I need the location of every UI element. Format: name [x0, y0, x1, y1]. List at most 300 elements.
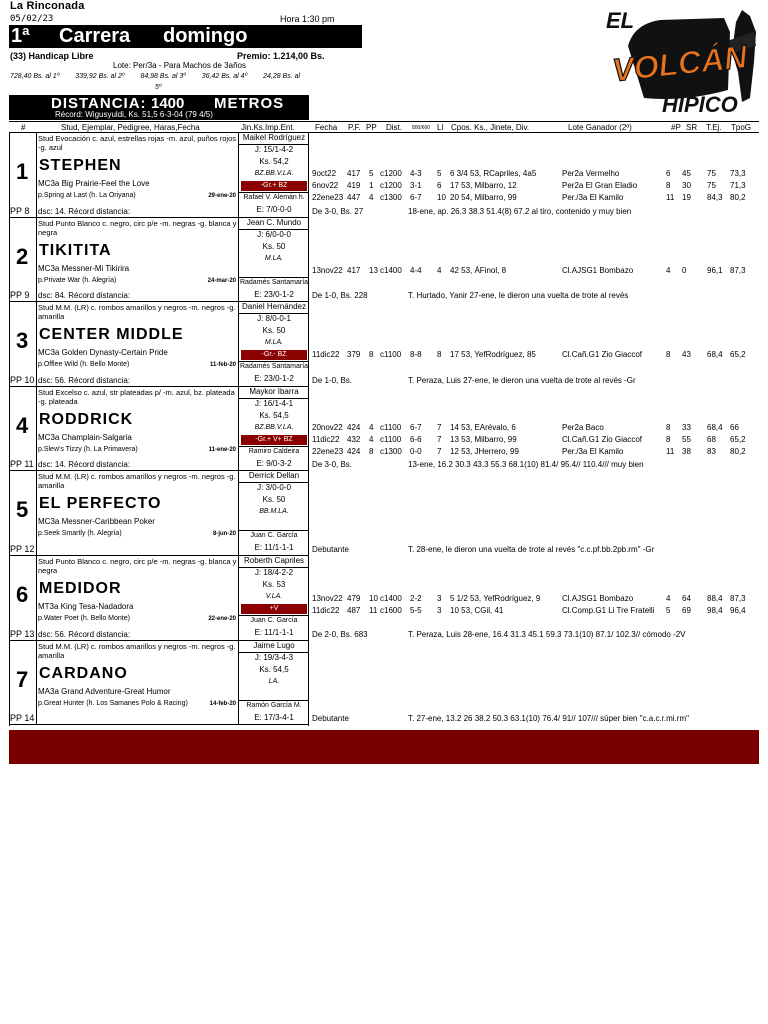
trainer-name: Ramón García M.: [246, 701, 302, 709]
perf-tpog: 73,3: [730, 169, 746, 178]
perf-pp: 1: [369, 181, 374, 190]
perf-dist: c1400: [380, 265, 402, 275]
weight: Ks. 50: [262, 495, 286, 505]
perf-tpog: 96,4: [730, 606, 746, 615]
post-position: PP 12: [10, 543, 35, 554]
perf-ll: 8: [437, 350, 442, 360]
trainer-stats: E: 9/0-3-2: [256, 458, 292, 468]
perf-fr: 8-8: [410, 350, 422, 360]
entry-number-cell: [9, 387, 37, 471]
weight: Ks. 53: [262, 580, 286, 589]
dam-sire-haras: p.Slew's Tizzy (h. La Primavera): [38, 445, 138, 453]
perf-sr: 43: [682, 350, 691, 360]
dam-sire-haras: p.Private War (h. Alegría): [38, 276, 117, 284]
perf-ll: 5: [437, 169, 442, 178]
divider: [239, 361, 309, 362]
earnings-summary: De 3-0, Bs. 27: [312, 206, 364, 216]
perf-tej: 68: [707, 434, 716, 444]
bonus-2: 339,92 Bs. al 2º: [75, 73, 125, 80]
col-cpos: Cpos. Ks., Jinete, Div.: [451, 123, 530, 132]
post-position: PP 10: [10, 374, 35, 385]
perf-np: 8: [666, 181, 671, 190]
perf-lote: Cl.Comp.G1 Li Tre Fratelli: [562, 606, 655, 615]
perf-fecha: 20nov22: [312, 422, 343, 432]
perf-cpos: 13 53, Milbarro, 99: [450, 434, 517, 444]
rest-days-record: dsc: 84. Récord distancia:: [38, 291, 131, 301]
entry-number: 5: [16, 497, 29, 523]
entry-horse-cell: [37, 218, 239, 302]
workout-text: 13-ene, 16.2 30.3 43.3 55.3 68.1(10) 81.4/ 95.4// 110.4/// muy bien: [408, 460, 644, 470]
post-position: PP 9: [10, 290, 30, 301]
race-day: domingo: [163, 25, 248, 47]
distance-record: Récord: Wigusyuldi, Ks. 51,5 6-3-04 (79 4/5): [55, 110, 213, 119]
entry-number: 1: [16, 159, 29, 184]
perf-fr: 3-1: [410, 181, 422, 190]
perf-sr: 19: [682, 193, 691, 202]
col-lote: Lote Ganador (2º): [568, 123, 632, 132]
workout-text: T. Hurtado, Yanir 27-ene, le dieron una vuelta de trote al revés: [408, 291, 629, 301]
entry-number: 3: [16, 328, 29, 354]
equipment-badge: -Gr.+ BZ: [241, 181, 307, 191]
perf-dist: c1600: [380, 606, 402, 615]
trainer-name: Ramiro Caldeira: [248, 447, 300, 455]
perf-cpos: 17 53, Milbarro, 12: [450, 181, 517, 190]
stud-silks: Stud M.M. (LR) c. rombos amarillos y negros -m. negros -g. amarilla: [38, 472, 236, 491]
entry-number: 6: [16, 582, 29, 607]
col-ll: Ll: [437, 123, 444, 132]
perf-np: 6: [666, 169, 671, 178]
perf-cpos: 17 53, YefRodríguez, 85: [450, 350, 536, 360]
lote-label: Lote: Per/3a - Para Machos de 3años: [113, 61, 246, 70]
perf-np: 5: [666, 606, 671, 615]
entry-jockey-cell: [239, 133, 309, 217]
jockey-name: Derrick Dellan: [248, 471, 300, 481]
birth-date: 24-mar-20: [207, 277, 236, 284]
perf-lote: Per2a El Gran Eladio: [562, 181, 638, 190]
horse-name: STEPHEN: [39, 157, 122, 174]
perf-tpog: 87,3: [730, 265, 746, 275]
perf-dist: c1400: [380, 594, 402, 603]
col-dist: Dist.: [386, 123, 402, 132]
entry-horse-cell: [37, 556, 239, 640]
logo-text-el: EL: [606, 8, 635, 33]
col-np: #P: [671, 123, 681, 132]
perf-fecha: 11dic22: [312, 606, 340, 615]
perf-pf: 424: [347, 446, 361, 456]
dam-sire-haras: p.Offlee Wild (h. Bello Monte): [38, 361, 130, 369]
perf-fr: 0-0: [410, 446, 422, 456]
entry-jockey-cell: [239, 387, 309, 471]
col-num: #: [21, 123, 26, 132]
perf-cpos: 20 54, Milbarro, 99: [450, 193, 517, 202]
stud-silks: Stud M.M. (LR) c. rombos amarillos y negros -m. negros -g. amarilla: [38, 303, 236, 322]
stud-silks: Stud M.M. (LR) c. rombos amarillos y negros -m. negros -g. amarilla: [38, 641, 236, 660]
jockey-stats: J: 3/0-0-0: [257, 483, 291, 493]
jockey-name: Maikel Rodríguez: [242, 133, 306, 142]
horse-name: EL PERFECTO: [39, 495, 162, 513]
entry-number-cell: [9, 641, 37, 725]
post-position: PP 8: [10, 205, 30, 216]
perf-dist: c1200: [380, 169, 402, 178]
trainer-stats: E: 11/1-1-1: [254, 628, 294, 637]
perf-np: 11: [666, 446, 675, 456]
entry-jockey-cell: [239, 556, 309, 640]
divider: [239, 700, 309, 701]
perf-sr: 30: [682, 181, 691, 190]
equipment-badge: -Gr.- BZ: [241, 350, 307, 360]
table-row: [9, 218, 309, 303]
perf-lote: Cl.AJSG1 Bombazo: [562, 594, 634, 603]
jockey-stats: J: 8/0-0-1: [257, 314, 291, 324]
perf-sr: 0: [682, 265, 687, 275]
horse-name: MEDIDOR: [39, 580, 122, 597]
implements: V.LA.: [265, 593, 283, 600]
perf-cpos: 12 53, JHerrero, 99: [450, 446, 519, 456]
perf-ll: 7: [437, 446, 442, 456]
workout-note: [312, 376, 758, 385]
perf-tej: 75: [707, 181, 716, 190]
dam-sire-haras: p.Great Hunter (h. Los Samanes Polo & Racing): [38, 699, 188, 707]
earnings-summary: De 1-0, Bs. 228: [312, 291, 368, 301]
perf-dist: c1100: [380, 350, 402, 360]
race-conditions: [10, 51, 360, 61]
earnings-summary: De 3-0, Bs.: [312, 460, 353, 470]
jockey-name: Jaime Lugo: [253, 640, 295, 650]
implements: M.LA.: [264, 339, 284, 347]
perf-cpos: 42 53, ÁFinol, 8: [450, 265, 507, 275]
divider: [239, 446, 309, 447]
workout-note: [312, 460, 758, 469]
bonus-3: 84,98 Bs. al 3º: [140, 73, 186, 80]
perf-pp: 4: [369, 434, 374, 444]
jockey-stats: J: 19/3-4-3: [254, 652, 294, 662]
perf-fr: 6-7: [410, 422, 422, 432]
perf-cpos: 6 3/4 53, RCapriles, 4a5: [450, 169, 537, 178]
equipment-badge: +V: [241, 604, 307, 614]
jockey-stats: J: 18/4-2-2: [254, 568, 294, 577]
perf-np: 4: [666, 265, 671, 275]
perf-pf: 379: [347, 350, 361, 360]
post-position: PP 11: [10, 459, 34, 470]
race-title-bar: [9, 25, 362, 48]
col-sr: SR: [686, 123, 698, 132]
entry-jockey-cell: [239, 471, 309, 555]
perf-pp: 4: [369, 193, 374, 202]
entry-horse-cell: [37, 387, 239, 471]
perf-lote: Per./3a El Kamilo: [562, 193, 624, 202]
logo-text-volcan: VOLCÁN: [610, 38, 749, 89]
entry-number: 7: [16, 666, 29, 692]
divider: [239, 277, 309, 278]
trainer-name: Rafael V. Alemán h.: [243, 194, 305, 201]
race-time: Hora 1:30 pm: [280, 14, 335, 24]
distance-bar: [9, 95, 309, 120]
earnings-summary: De 1-0, Bs.: [312, 375, 353, 385]
perf-cpos: 5 1/2 53, YefRodríguez, 9: [450, 594, 541, 603]
implements: LA.: [268, 677, 280, 685]
col-fecha: Fecha: [315, 123, 338, 132]
entry-number-cell: [9, 218, 37, 302]
perf-dist: c1200: [380, 181, 402, 190]
perf-cpos: 10 53, CGil, 41: [450, 606, 504, 615]
el-volcan-hipico-logo: [604, 2, 760, 120]
perf-tej: 68,4: [707, 350, 723, 360]
workout-note: [312, 630, 758, 639]
entry-number-cell: [9, 556, 37, 640]
dam-sire-haras: p.Water Poet (h. Bello Monte): [38, 615, 130, 622]
bonus-4: 36,42 Bs. al 4º: [201, 73, 248, 80]
perf-fr: 4-4: [410, 265, 422, 275]
perf-sr: 38: [682, 446, 691, 456]
entry-jockey-cell: [239, 302, 309, 386]
workout-note: [312, 714, 758, 723]
entry-number: 2: [16, 243, 29, 269]
rest-days-record: dsc: 14. Récord distancia:: [38, 460, 131, 470]
weight: Ks. 54,5: [259, 410, 289, 420]
perf-pp: 10: [369, 594, 378, 603]
bonus-1: 728,40 Bs. al 1º: [10, 73, 60, 80]
horse-name: RODDRICK: [39, 410, 134, 428]
stud-silks: Stud Evocación c. azul, estrellas rojas -m. azul, puños rojos -g. azul: [38, 134, 237, 152]
birth-date: 8-jun-20: [212, 531, 236, 538]
trainer-stats: E: 23/0-1-2: [254, 374, 294, 384]
perf-lote: Cl.AJSG1 Bombazo: [562, 265, 634, 275]
bonus-5: 24,28 Bs. al: [263, 73, 301, 80]
perf-pp: 4: [369, 422, 374, 432]
perf-tpog: 65,2: [730, 350, 746, 360]
pedigree: MC3a Messner-Mi Tikirira: [38, 263, 130, 273]
divider: [239, 192, 309, 193]
trainer-name: Juan C. García: [250, 532, 298, 540]
perf-fr: 4-3: [410, 169, 422, 178]
perf-pf: 417: [347, 265, 361, 275]
perf-tej: 88,4: [707, 594, 723, 603]
perf-pp: 13: [369, 265, 378, 275]
race-number: 1ª: [11, 25, 30, 47]
weight: Ks. 54,5: [259, 664, 289, 674]
entry-horse-cell: [37, 641, 239, 725]
prize-label: Premio: 1.214,00 Bs.: [237, 51, 325, 61]
jockey-name: Roberth Capriles: [243, 556, 305, 565]
weight: Ks. 50: [262, 241, 286, 251]
perf-fecha: 13nov22: [312, 265, 343, 275]
perf-ll: 3: [437, 606, 442, 615]
post-position: PP 13: [10, 628, 35, 639]
equipment-badge: -Gr.+ V+ BZ: [241, 435, 307, 445]
stud-silks: Stud Punto Blanco c. negro, circ p/e -m. negras -g. blanca y negra: [38, 557, 237, 575]
col-jinete: Jin.Ks.Imp.Ent.: [241, 123, 295, 132]
pedigree: MC3a Big Prairie-Feel the Love: [38, 179, 150, 188]
perf-lote: Cl.Cañ.G1 Zio Giaccof: [562, 350, 643, 360]
perf-np: 11: [666, 193, 675, 202]
trainer-stats: E: 23/0-1-2: [254, 289, 294, 299]
perf-tej: 96,1: [707, 265, 723, 275]
dam-sire-haras: p.Spring at Last (h. La Oriyana): [38, 192, 136, 199]
col-tej: T.Ej.: [706, 123, 722, 132]
trainer-name: Radamés Santamaría: [239, 278, 309, 286]
implements: M.LA.: [264, 254, 284, 262]
perf-np: 8: [666, 422, 671, 432]
horse-name: TIKITITA: [39, 241, 112, 259]
perf-pf: 424: [347, 422, 361, 432]
rest-days-record: dsc: 56. Récord distancia:: [38, 375, 131, 385]
perf-tej: 75: [707, 169, 716, 178]
entry-number-cell: [9, 302, 37, 386]
perf-sr: 55: [682, 434, 691, 444]
perf-pf: 432: [347, 434, 361, 444]
pedigree: MC3a Golden Dynasty-Certain Pride: [38, 348, 168, 358]
distance-value: 1400: [151, 95, 185, 112]
perf-tpog: 80,2: [730, 446, 746, 456]
pedigree: MC3a Messner-Caribbean Poker: [38, 517, 155, 527]
perf-cpos: 14 53, EArévalo, 6: [450, 422, 516, 432]
pedigree: MT3a King Tesa-Nadadora: [38, 602, 134, 611]
perf-fecha: 9oct22: [312, 169, 337, 178]
perf-pp: 5: [369, 169, 374, 178]
workout-text: 18-ene, ap. 26.3 38.3 51.4(8) 67.2 al tiro, contenido y muy bien: [408, 206, 632, 216]
perf-pf: 479: [347, 594, 361, 603]
workout-text: T. 28-ene, le dieron una vuelta de trote al revés "c.c.pf.bb.2pb.rm" -Gr: [408, 545, 655, 554]
jockey-name: Jean C. Mundo: [246, 217, 302, 227]
birth-date: 11-ene-20: [208, 446, 236, 453]
perf-sr: 64: [682, 594, 691, 603]
trainer-name: Radamés Santamaría: [239, 363, 309, 371]
post-position: PP 14: [10, 713, 35, 724]
race-date: 05/02/23: [10, 14, 54, 24]
workout-note: [312, 545, 758, 554]
perf-pp: 8: [369, 446, 374, 456]
perf-pp: 8: [369, 350, 374, 360]
jockey-stats: J: 6/0-0-0: [257, 229, 291, 239]
perf-pf: 417: [347, 169, 361, 178]
perf-np: 8: [666, 434, 671, 444]
birth-date: 29-ene-20: [208, 193, 236, 199]
perf-fecha: 13nov22: [312, 594, 343, 603]
perf-fr: 2-2: [410, 594, 422, 603]
perf-tej: 68,4: [707, 422, 723, 432]
implements: BZ.BB.V.LA.: [254, 170, 294, 177]
perf-pf: 419: [347, 181, 361, 190]
col-pp: PP: [366, 123, 377, 132]
workout-text: T. 27-ene, 13.2 26 38.2 50.3 63.1(10) 76.4/ 91// 107/// súper bien "c.a.c.r.mi.rm": [408, 714, 689, 724]
perf-sr: 45: [682, 169, 691, 178]
jockey-name: Maykor Ibarra: [249, 386, 299, 396]
col-tpog: TpoG: [731, 123, 752, 132]
race-label: Carrera: [59, 25, 131, 47]
earnings-summary: Debutante: [312, 545, 349, 554]
weight: Ks. 54,2: [259, 157, 289, 166]
trainer-stats: E: 11/1-1-1: [254, 543, 294, 553]
workout-note: [312, 291, 758, 300]
stud-silks: Stud Punto Blanco c. negro, circ p/e -m. negras -g. blanca y negra: [38, 218, 237, 237]
entry-jockey-cell: [239, 641, 309, 725]
rest-days-record: dsc: 14. Récord distancia:: [38, 206, 131, 216]
bonus-5-suffix: 5º: [155, 84, 162, 91]
perf-ll: 4: [437, 265, 442, 275]
trainer-stats: E: 7/0-0-0: [256, 205, 292, 214]
col-stud: Stud, Ejemplar, Pedigree, Haras,Fecha: [61, 123, 200, 132]
perf-pf: 487: [347, 606, 361, 615]
earnings-summary: De 2-0, Bs. 683: [312, 629, 368, 639]
rest-days-record: dsc: 56. Récord distancia:: [38, 629, 131, 639]
jockey-name: Daniel Hernández: [241, 302, 307, 312]
jockey-stats: J: 16/1-4-1: [254, 398, 294, 408]
perf-lote: Per./3a El Kamilo: [562, 446, 624, 456]
logo-text-hipico: HÍPICO: [662, 92, 738, 117]
dam-sire-haras: p.Seek Smartly (h. Alegría): [38, 530, 122, 538]
perf-fecha: 11dic22: [312, 434, 340, 444]
handicap-label: (33) Handicap Libre: [10, 51, 94, 61]
trainer-stats: E: 17/3-4-1: [254, 712, 294, 722]
entry-number-cell: [9, 133, 37, 217]
table-row: [9, 133, 309, 218]
perf-lote: Per2a Baco: [562, 422, 604, 432]
perf-np: 4: [666, 594, 671, 603]
perf-dist: c1100: [380, 434, 402, 444]
perf-fr: 6-7: [410, 193, 422, 202]
earnings-summary: Debutante: [312, 714, 349, 724]
perf-fecha: 22ene23: [312, 193, 344, 202]
perf-ll: 7: [437, 422, 442, 432]
perf-tej: 84,3: [707, 193, 723, 202]
perf-ll: 6: [437, 181, 442, 190]
table-row: [9, 471, 309, 556]
birth-date: 14-feb-20: [209, 700, 236, 707]
perf-fecha: 11dic22: [312, 350, 340, 360]
meta-block: [10, 0, 335, 24]
workout-text: T. Peraza, Luis 27-ene, le dieron una vuelta de trote al revés -Gr: [408, 375, 636, 385]
table-row: [9, 387, 309, 472]
column-headers: [9, 121, 759, 133]
birth-date: 11-feb-20: [209, 362, 236, 369]
weight: Ks. 50: [262, 326, 286, 336]
bonus-list: [10, 73, 314, 80]
divider: [239, 530, 309, 531]
perf-tpog: 71,3: [730, 181, 746, 190]
perf-tpog: 87,3: [730, 594, 746, 603]
jockey-stats: J: 15/1-4-2: [254, 145, 294, 154]
track-name: La Rinconada: [10, 0, 85, 12]
perf-fecha: 22ene23: [312, 446, 344, 456]
distance-unit: METROS: [214, 95, 285, 112]
birth-date: 22-ene-20: [208, 616, 236, 622]
perf-fr: 6-6: [410, 434, 422, 444]
perf-np: 8: [666, 350, 671, 360]
perf-lote: Cl.Cañ.G1 Zio Giaccof: [562, 434, 643, 444]
entry-horse-cell: [37, 471, 239, 555]
workout-note: [312, 207, 758, 216]
pedigree: MC3a Champlain-Salgaria: [38, 432, 132, 442]
stud-silks: Stud Excelso c. azul, str plateadas p/ -m. azul, bz. plateada -g. plateada: [38, 387, 235, 406]
entry-number: 4: [16, 412, 29, 438]
trainer-name: Juan C. García: [250, 617, 298, 624]
pedigree: MA3a Grand Adventure-Great Humor: [38, 686, 171, 696]
perf-pf: 447: [347, 193, 361, 202]
entry-horse-cell: [37, 302, 239, 386]
entry-jockey-cell: [239, 218, 309, 302]
perf-sr: 69: [682, 606, 691, 615]
perf-ll: 7: [437, 434, 442, 444]
implements: BB.M.LA.: [259, 508, 289, 516]
perf-fecha: 6nov22: [312, 181, 339, 190]
col-fraction: 800/600: [412, 125, 431, 131]
divider: [239, 615, 309, 616]
perf-fr: 5-5: [410, 606, 422, 615]
footer-band: [9, 730, 759, 764]
horse-name: CARDANO: [39, 664, 128, 682]
perf-lote: Per2a Vermelho: [562, 169, 620, 178]
perf-tpog: 65,2: [730, 434, 746, 444]
